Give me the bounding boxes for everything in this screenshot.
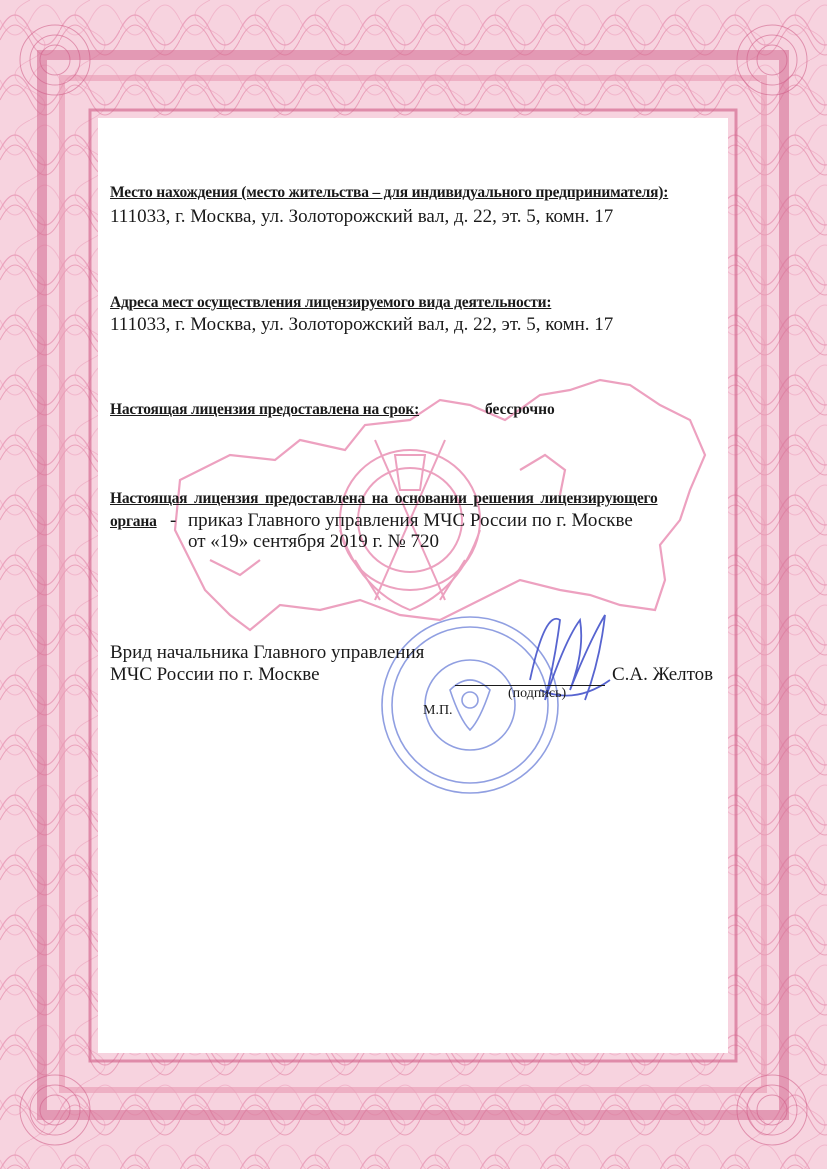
basis-label-line2: органа: [110, 513, 157, 530]
basis-value-line2: от «19» сентября 2019 г. № 720: [188, 531, 440, 552]
signatory-name: С.А. Желтов: [612, 664, 714, 685]
signatory-position-line2: МЧС России по г. Москве: [110, 664, 320, 685]
term-value: бессрочно: [485, 401, 555, 418]
activity-address-value: 111033, г. Москва, ул. Золоторожский вал, д. 22, эт. 5, комн. 17: [110, 314, 614, 335]
term-label: Настоящая лицензия предоставлена на срок:: [110, 401, 420, 418]
basis-value-line1: приказ Главного управления МЧС России по г. Москве: [188, 510, 633, 531]
basis-label-line1: Настоящая лицензия предоставлена на основании решения лицензирующего: [110, 490, 658, 507]
activity-address-label: Адреса мест осуществления лицензируемого вида деятельности:: [110, 294, 552, 311]
signature-caption: (подпись): [508, 686, 567, 701]
basis-dash: -: [170, 510, 177, 531]
content-area: [98, 118, 728, 1053]
location-value: 111033, г. Москва, ул. Золоторожский вал, д. 22, эт. 5, комн. 17: [110, 206, 614, 227]
signatory-position-line1: Врид начальника Главного управления: [110, 642, 425, 663]
stamp-caption: М.П.: [423, 703, 453, 718]
location-label: Место нахождения (место жительства – для индивидуального предпринимателя):: [110, 184, 669, 201]
